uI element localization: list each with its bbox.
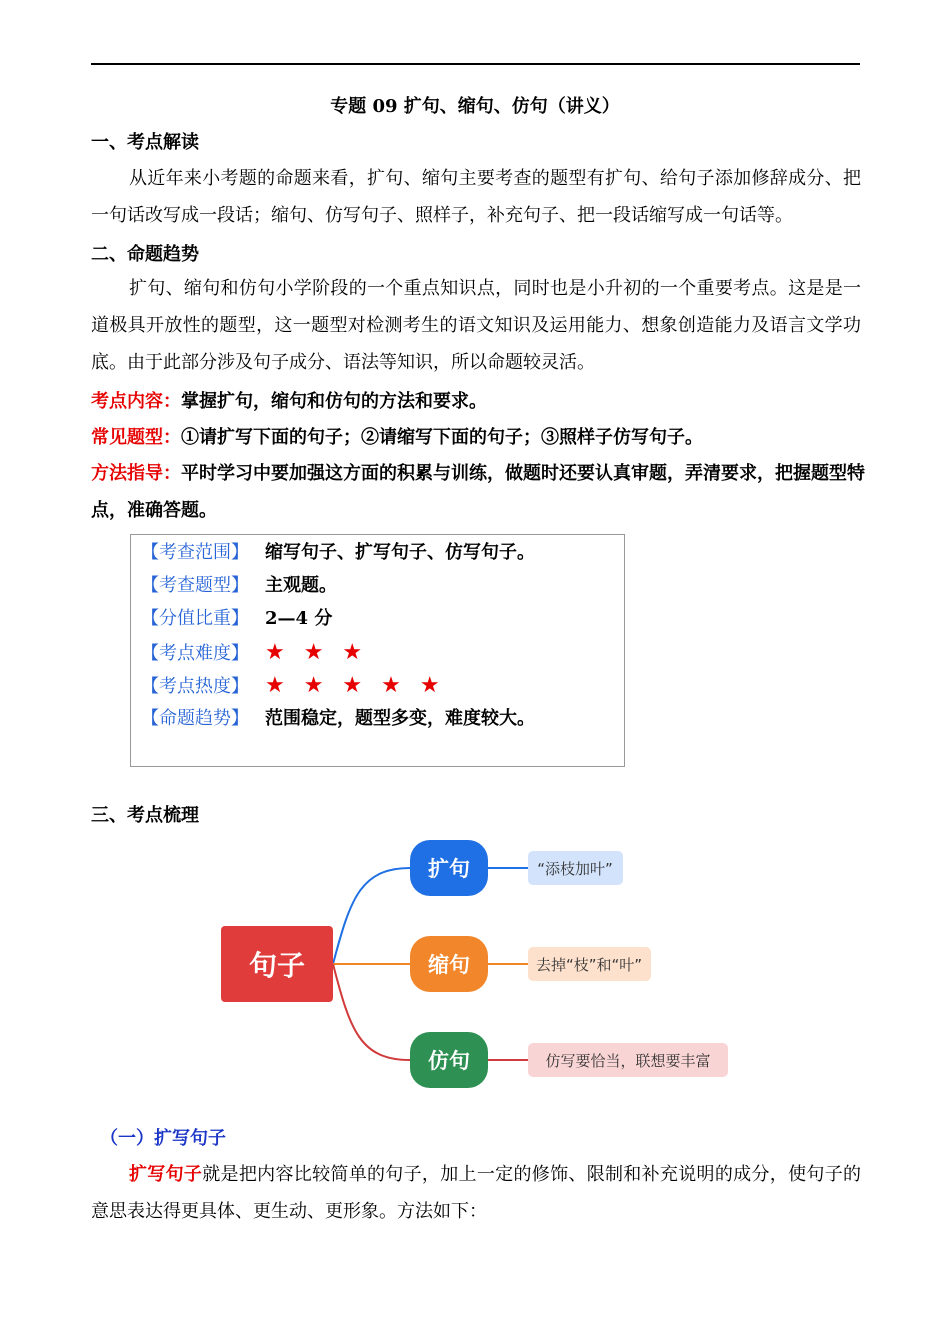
section3-heading: 三、考点梳理 <box>91 805 199 826</box>
key-types-label: 常见题型： <box>91 427 181 448</box>
key-method-label: 方法指导： <box>91 463 181 484</box>
key-types-text: ①请扩写下面的句子；②请缩写下面的句子；③照样子仿写句子。 <box>181 427 703 448</box>
key-content-line <box>91 383 866 420</box>
popularity-stars: ★ ★ ★ ★ ★ <box>265 673 446 698</box>
note-text-shrink: 去掉“枝”和“叶” <box>535 956 643 974</box>
note-text-expand: “添枝加叶” <box>537 860 613 878</box>
subsection-lead: 扩写句子 <box>129 1164 203 1185</box>
branch-label-imitate: 仿句 <box>428 1049 470 1073</box>
info-row-trend <box>141 707 535 731</box>
info-label: 【命题趋势】 <box>141 708 249 729</box>
info-value: 主观题。 <box>265 575 337 596</box>
info-value: 2—4 分 <box>265 608 333 629</box>
subsection-text <box>91 1156 861 1230</box>
info-row-scope <box>141 541 535 565</box>
header-rule <box>91 63 860 65</box>
connector-expand <box>333 868 410 964</box>
branch-label-shrink: 缩句 <box>428 953 470 977</box>
key-method-line <box>91 455 866 529</box>
mindmap <box>0 830 950 1100</box>
section1-text: 从近年来小考题的命题来看，扩句、缩句主要考查的题型有扩句、给句子添加修辞成分、把一句话改写成一段话；缩句、仿写句子、照样子，补充句子、把一段话缩写成一句话等。 <box>91 168 861 226</box>
subsection-heading: （一）扩写句子 <box>100 1128 226 1149</box>
note-text-imitate: 仿写要恰当，联想要丰富 <box>545 1052 711 1070</box>
info-label: 【考查范围】 <box>141 542 249 563</box>
info-value: 缩写句子、扩写句子、仿写句子。 <box>265 542 535 563</box>
root-label: 句子 <box>248 949 306 982</box>
section2-text: 扩句、缩句和仿句小学阶段的一个重点知识点，同时也是小升初的一个重要考点。这是是一道极具开放性的题型，这一题型对检测考生的语文知识及运用能力、想象创造能力及语言文学功底。由于此部分涉及句子成分、语法等知识，所以命题较灵活。 <box>91 278 861 373</box>
info-label: 【考点难度】 <box>141 643 249 664</box>
info-row-score <box>141 607 332 631</box>
info-label: 【分值比重】 <box>141 608 249 629</box>
key-types-line <box>91 419 866 456</box>
key-method-text: 平时学习中要加强这方面的积累与训练，做题时还要认真审题，弄清要求，把握题型特点，准确答题。 <box>91 463 865 521</box>
info-row-difficulty <box>141 641 368 666</box>
key-content-text: 掌握扩句，缩句和仿句的方法和要求。 <box>181 391 487 412</box>
info-row-type <box>141 574 337 598</box>
info-box <box>130 534 625 767</box>
subsection-body: 就是把内容比较简单的句子，加上一定的修饰、限制和补充说明的成分，使句子的意思表达得更具体、更生动、更形象。方法如下： <box>91 1164 861 1222</box>
key-content-label: 考点内容： <box>91 391 181 412</box>
info-value: 范围稳定，题型多变，难度较大。 <box>265 708 535 729</box>
info-label: 【考查题型】 <box>141 575 249 596</box>
info-label: 【考点热度】 <box>141 676 249 697</box>
difficulty-stars: ★ ★ ★ <box>265 640 369 665</box>
section2-heading: 二、命题趋势 <box>91 244 199 265</box>
section1-heading: 一、考点解读 <box>91 132 199 153</box>
branch-label-expand: 扩句 <box>428 857 470 881</box>
page-title: 专题 09 扩句、缩句、仿句（讲义） <box>330 96 620 117</box>
info-row-popularity <box>141 674 446 699</box>
connector-imitate <box>333 964 410 1060</box>
